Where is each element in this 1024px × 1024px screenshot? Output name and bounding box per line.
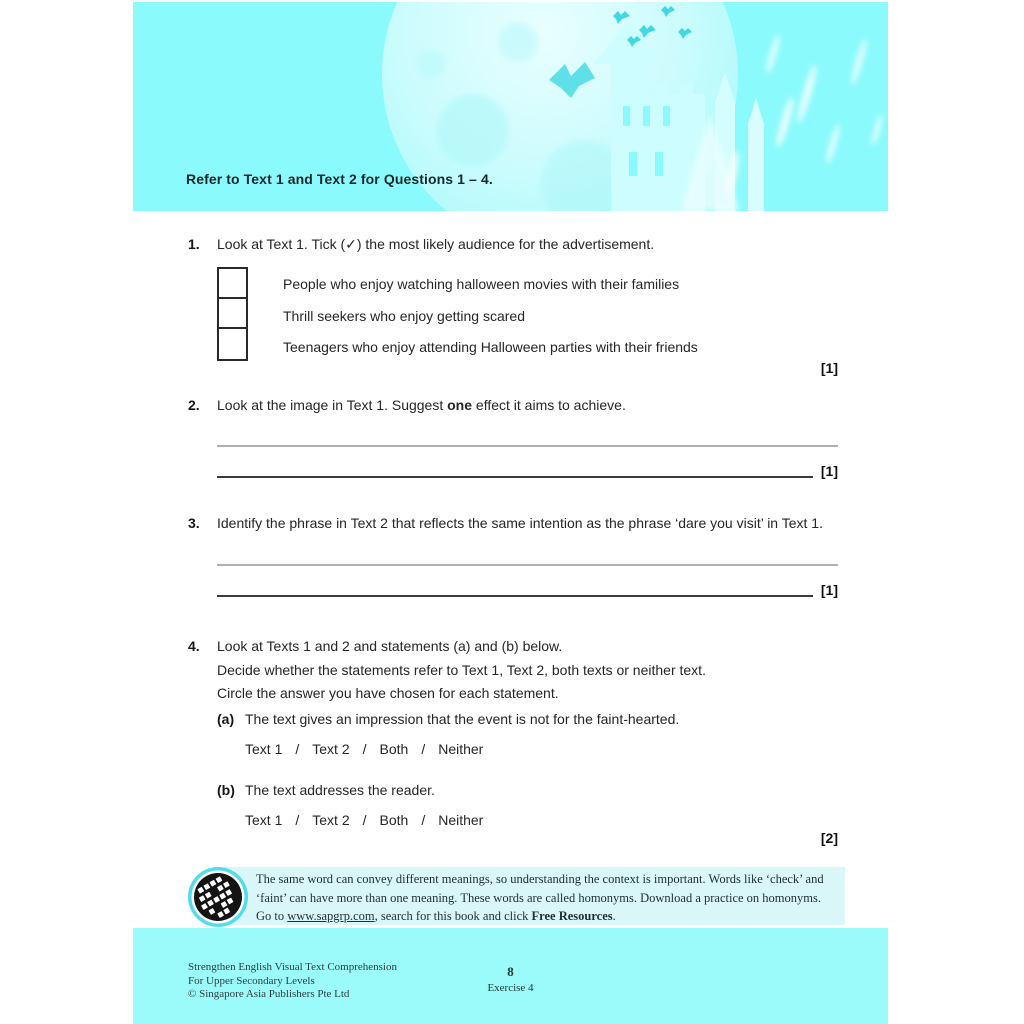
question-4-line-3: Circle the answer you have chosen for each statement. (217, 685, 559, 701)
question-4-number: 4. (188, 638, 200, 654)
question-2-text-pre: Look at the image in Text 1. Suggest (217, 397, 448, 413)
choice-separator: / (362, 812, 367, 828)
sapgrp-link[interactable]: www.sapgrp.com (287, 909, 375, 923)
q3-answer-line-2[interactable] (217, 580, 813, 597)
question-1-number: 1. (188, 236, 200, 252)
q2-marks: [1] (820, 463, 838, 479)
question-3-number: 3. (188, 515, 200, 531)
question-2-number: 2. (188, 397, 200, 413)
question-1-text: Look at Text 1. Tick (✓) the most likely audience for the advertisement. (217, 236, 655, 252)
q2-answer-line-1[interactable] (217, 445, 838, 447)
q4b-statement: The text addresses the reader. (245, 782, 435, 798)
q4b-choice-text2[interactable]: Text 2 (312, 812, 350, 828)
tip-line-3 (256, 907, 837, 926)
q3-answer-row-2 (217, 580, 838, 597)
q1-checkbox-option-3[interactable] (219, 329, 246, 359)
page-number: 8 (507, 964, 514, 979)
q4a-choice-row (245, 741, 483, 757)
question-3-stem (188, 515, 840, 531)
copyright-line: © Singapore Asia Publishers Pte Ltd (188, 988, 350, 1000)
tip-line-3-pre: Go to (256, 909, 288, 923)
question-4-line-2: Decide whether the statements refer to Text 1, Text 2, both texts or neither text. (217, 661, 706, 678)
q1-option-3-label: Teenagers who enjoy attending Halloween parties with their friends (283, 339, 698, 355)
q4a-choice-text1[interactable]: Text 1 (245, 741, 283, 757)
q1-option-1-label: People who enjoy watching halloween movies with their families (283, 276, 680, 292)
q4a-label: (a) (217, 711, 235, 727)
header-instruction: Refer to Text 1 and Text 2 for Questions 1 – 4. (186, 171, 493, 187)
series-title-line-1: Strengthen English Visual Text Comprehension (188, 961, 397, 973)
q4b-choice-text1[interactable]: Text 1 (245, 812, 283, 828)
q1-checkbox-group (217, 267, 248, 361)
question-2-text-bold: one (447, 397, 473, 413)
question-4-stem (188, 635, 848, 706)
choice-separator: / (295, 741, 300, 757)
tip-line-2: ‘faint’ can have more than one meaning. These words are called homonyms. Download a practice on homonyms. (256, 890, 821, 905)
q4b-choice-row (245, 812, 483, 828)
q1-option-2-label: Thrill seekers who enjoy getting scared (283, 308, 526, 324)
q1-checkbox-option-2[interactable] (219, 299, 246, 329)
q1-marks: [1] (820, 360, 838, 376)
tip-box (218, 867, 845, 925)
free-resources-label: Free Resources (531, 909, 613, 923)
question-1-stem (188, 236, 840, 253)
q3-answer-line-1[interactable] (217, 564, 838, 566)
exercise-label: Exercise 4 (487, 982, 534, 994)
choice-separator: / (421, 812, 426, 828)
question-4-line-1: Look at Texts 1 and 2 and statements (a) and (b) below. (217, 638, 563, 654)
q3-marks: [1] (820, 582, 838, 598)
q4a-choice-text2[interactable]: Text 2 (312, 741, 350, 757)
footer-band (133, 928, 888, 1024)
q1-checkbox-option-1[interactable] (219, 269, 246, 299)
q4b-label: (b) (217, 782, 235, 798)
question-2-stem (188, 397, 840, 413)
q4a-choice-both[interactable]: Both (379, 741, 409, 757)
header-band (133, 2, 888, 211)
tip-line-3-post: . (612, 909, 616, 923)
q4b-choice-both[interactable]: Both (379, 812, 409, 828)
dominoes-tiles-icon (187, 866, 249, 928)
q4a-statement: The text gives an impression that the event is not for the faint-hearted. (245, 711, 680, 727)
question-3-text: Identify the phrase in Text 2 that reflects the same intention as the phrase ‘dare you visit’ in Text 1. (217, 515, 823, 531)
series-title-line-2: For Upper Secondary Levels (188, 974, 315, 987)
choice-separator: / (295, 812, 300, 828)
q4-marks: [2] (820, 830, 838, 846)
question-2-text-post: effect it aims to achieve. (472, 397, 626, 413)
choice-separator: / (421, 741, 426, 757)
choice-separator: / (362, 741, 367, 757)
q4a-choice-neither[interactable]: Neither (438, 741, 484, 757)
q4b-choice-neither[interactable]: Neither (438, 812, 484, 828)
tip-line-3-mid: , search for this book and click (374, 909, 532, 923)
q2-answer-line-2[interactable] (217, 461, 813, 478)
q2-answer-row-2 (217, 461, 838, 478)
footer-center (133, 964, 888, 994)
tip-line-1: The same word can convey different meanings, so understanding the context is important. Words like ‘check’ and (256, 872, 824, 886)
